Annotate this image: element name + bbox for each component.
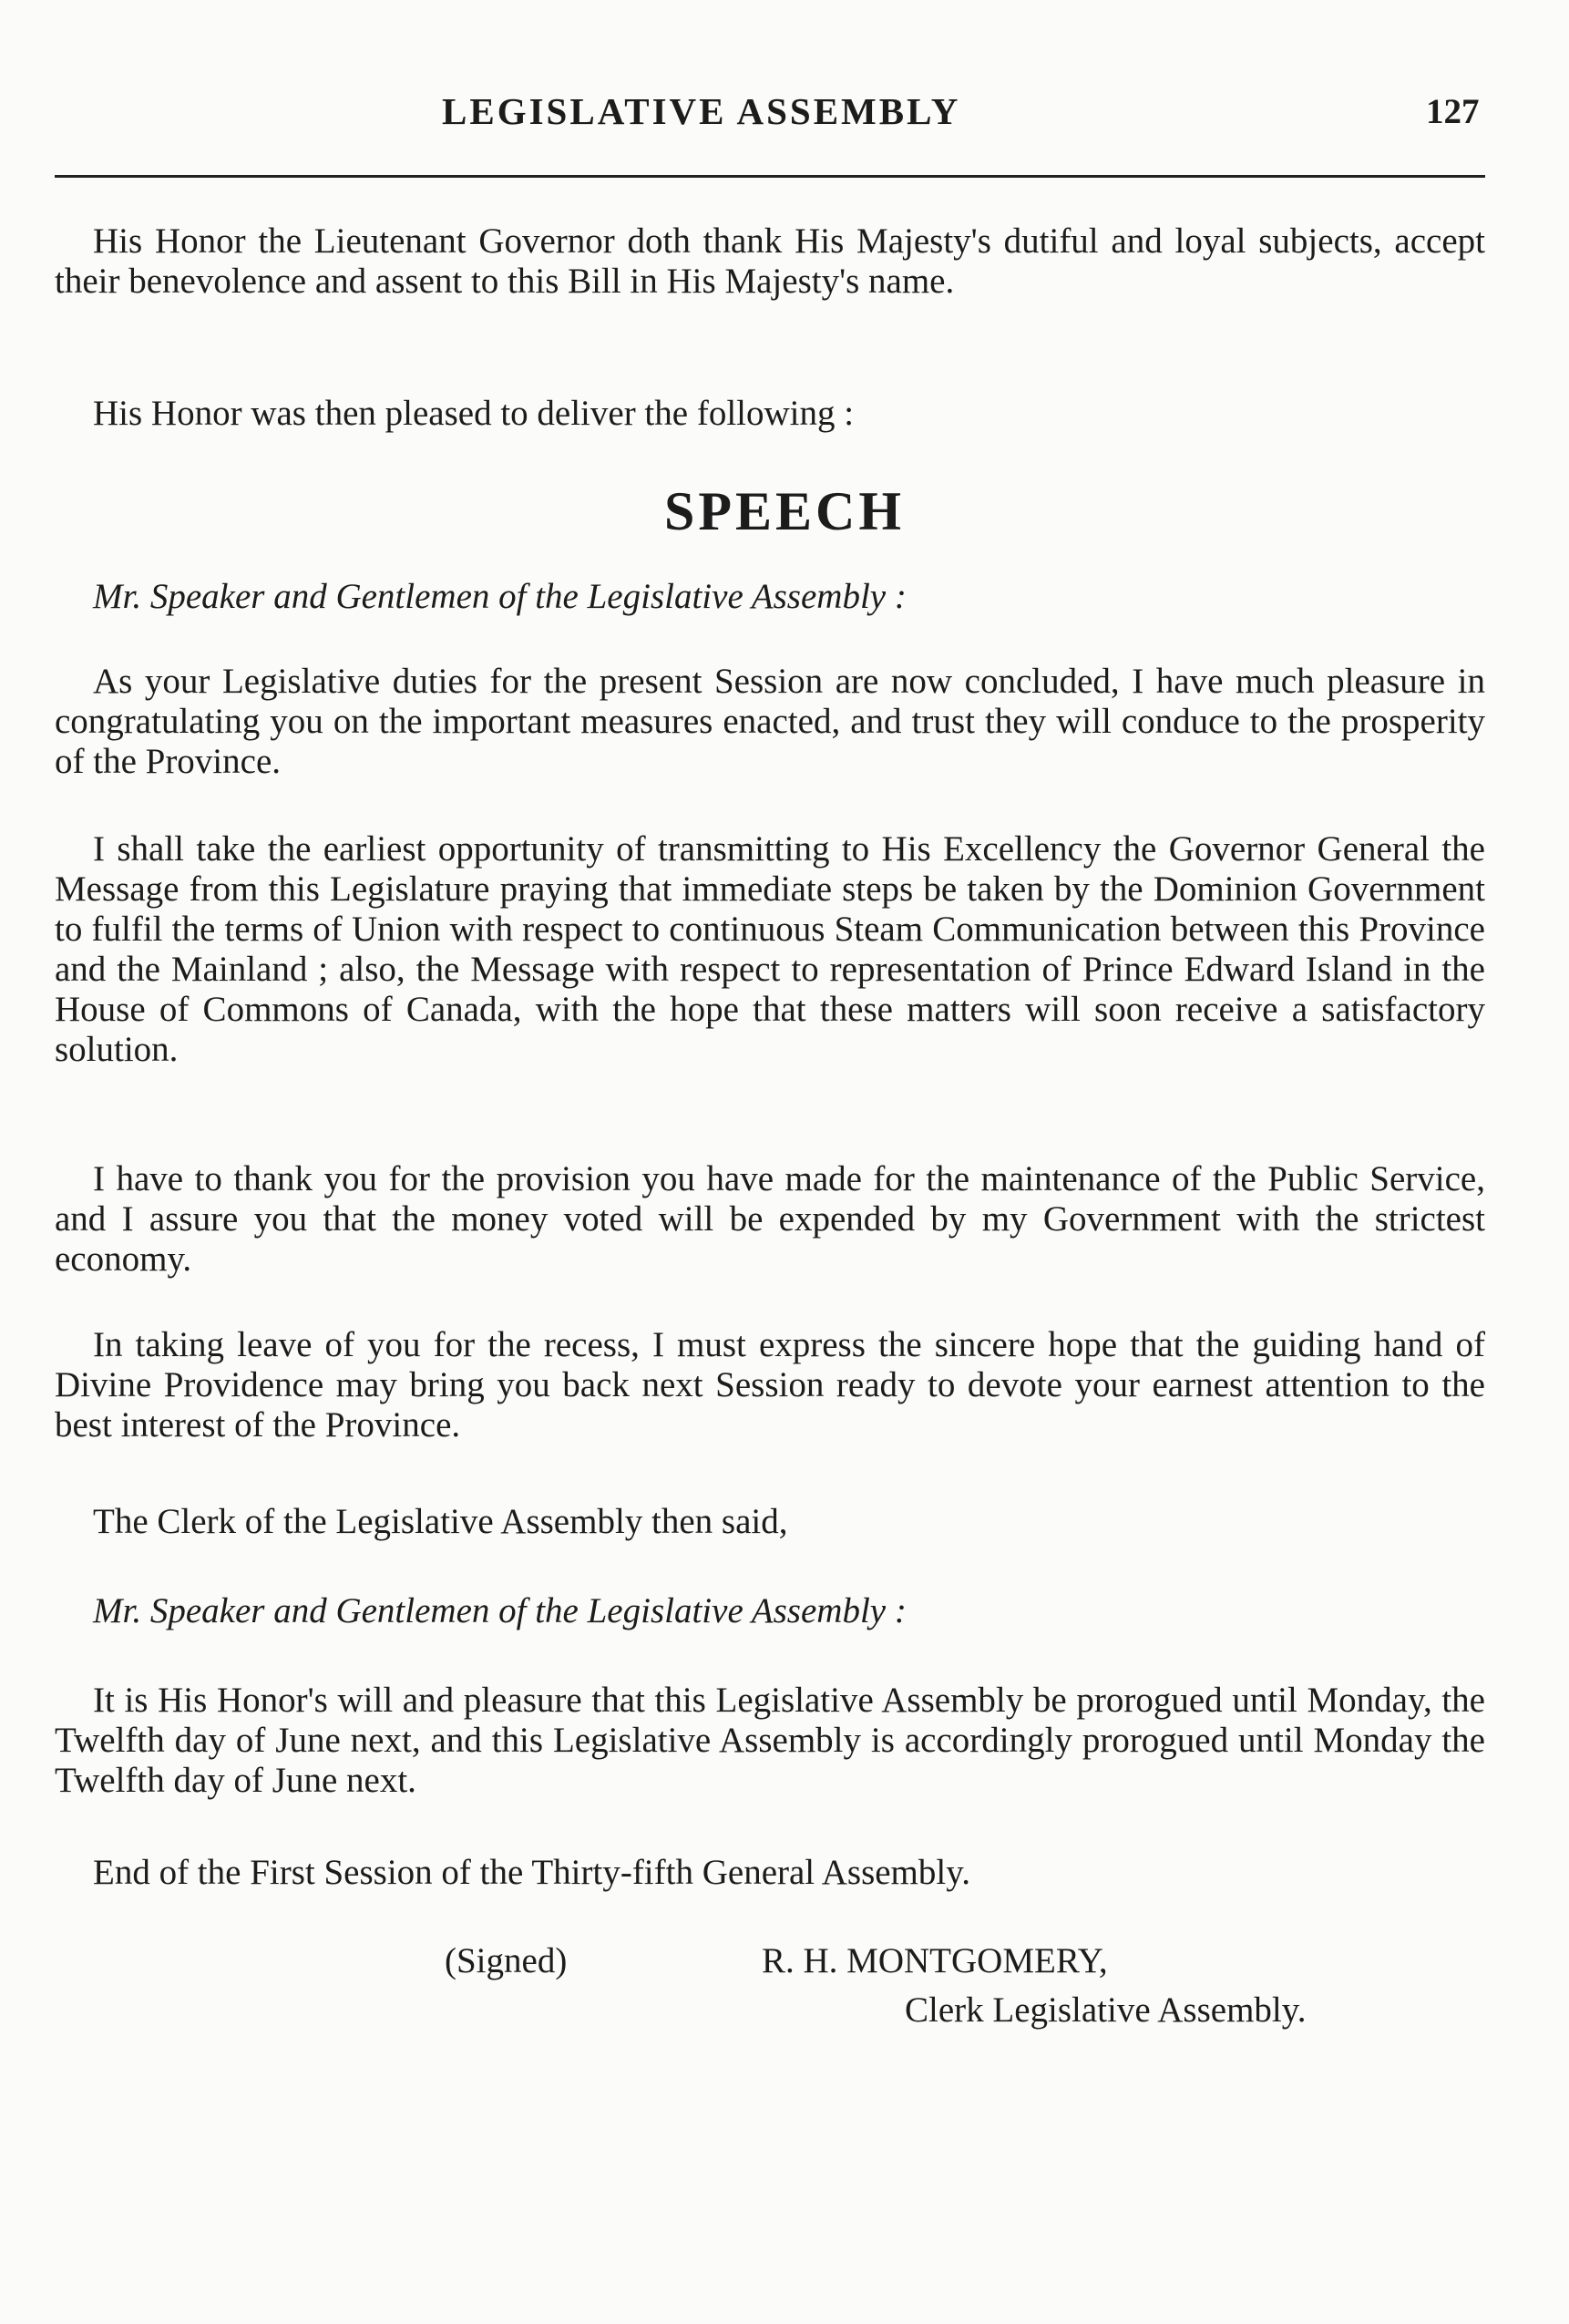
page-number: 127 <box>1426 92 1480 131</box>
clerk-intro-paragraph: The Clerk of the Legislative Assembly then said, <box>93 1502 788 1541</box>
clerk-salutation: Mr. Speaker and Gentlemen of the Legislative Assembly : <box>93 1591 907 1630</box>
intro-paragraph: His Honor was then pleased to deliver the following : <box>93 394 855 433</box>
signed-label: (Signed) <box>445 1941 568 1980</box>
session-end-paragraph: End of the First Session of the Thirty-fifth General Assembly. <box>93 1853 970 1892</box>
signatory-name: R. H. MONTGOMERY, <box>762 1941 1108 1980</box>
speech-heading: SPEECH <box>663 481 906 541</box>
speech-paragraph-3: I have to thank you for the provision you have made for the maintenance of the Public Service, and I assure you that the money voted will be expended by my Government with the strictest economy. <box>55 1159 1485 1279</box>
speech-salutation: Mr. Speaker and Gentlemen of the Legislative Assembly : <box>93 577 907 616</box>
running-title: LEGISLATIVE ASSEMBLY <box>442 90 961 132</box>
prorogation-paragraph: It is His Honor's will and pleasure that this Legislative Assembly be prorogued until Monday, the Twelfth day of June next, and this Legislative Assembly is accordingly prorogued until Monday the Twelfth day of June next. <box>55 1681 1485 1800</box>
header-rule <box>55 175 1485 178</box>
assent-paragraph: His Honor the Lieutenant Governor doth thank His Majesty's dutiful and loyal subjects, accept their benevolence and assent to this Bill in His Majesty's name. <box>55 221 1485 301</box>
speech-paragraph-2: I shall take the earliest opportunity of transmitting to His Excellency the Governor General the Message from this Legislature praying that immediate steps be taken by the Dominion Government to fulfil the terms of Union with respect to continuous Steam Communication between this Province and the Mainland ; also, the Message with respect to representation of Prince Edward Island in the House of Commons of Canada, with the hope that these matters will soon receive a satisfactory solution. <box>55 829 1485 1069</box>
signatory-title: Clerk Legislative Assembly. <box>905 1990 1307 2030</box>
speech-paragraph-4: In taking leave of you for the recess, I must express the sincere hope that the guiding hand of Divine Providence may bring you back next Session ready to devote your earnest attention to the best interest of the Province. <box>55 1325 1485 1445</box>
speech-paragraph-1: As your Legislative duties for the present Session are now concluded, I have much pleasure in congratulating you on the important measures enacted, and trust they will conduce to the prosperity of the Province. <box>55 662 1485 781</box>
